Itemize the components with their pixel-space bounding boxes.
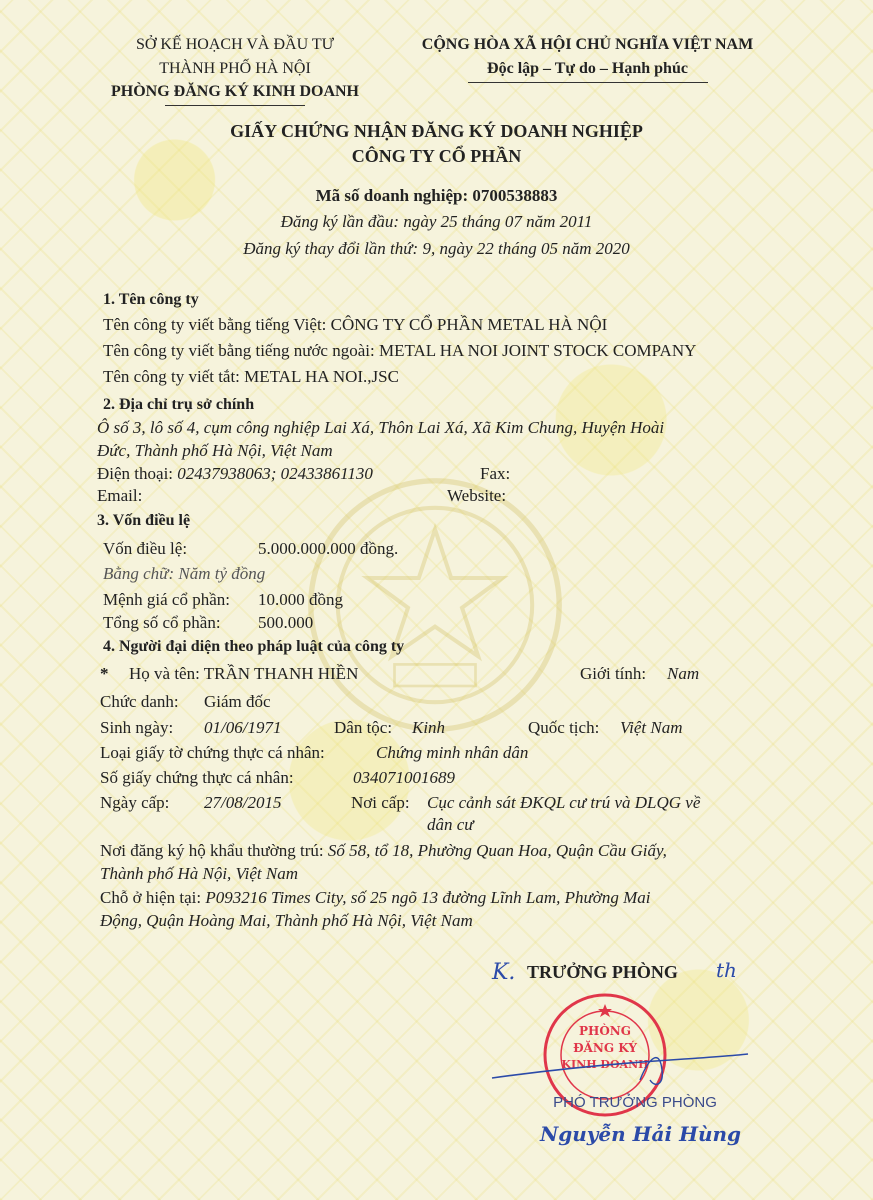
value: METAL HA NOI.,JSC <box>244 367 399 386</box>
shares-label: Tổng số cổ phần: <box>103 613 221 632</box>
nation-line-1: CỘNG HÒA XÃ HỘI CHỦ NGHĨA VIỆT NAM <box>421 36 754 53</box>
name-value: TRẦN THANH HIỀN <box>203 664 359 683</box>
curr-label: Chỗ ở hiện tại: <box>100 888 202 907</box>
enterprise-code <box>0 186 873 206</box>
rep-name <box>129 664 358 684</box>
phone-label: Điện thoại: <box>97 464 174 483</box>
name-label: Họ và tên: <box>129 664 200 683</box>
stamp-line-1: PHÒNG <box>578 1024 632 1038</box>
perm-value-1: Số 58, tổ 18, Phường Quan Hoa, Quận Cầu Giấy, <box>327 841 667 860</box>
issue-place-label: Nơi cấp: <box>351 793 410 812</box>
dept-line-1: SỞ KẾ HOẠCH VÀ ĐẦU TƯ <box>135 36 335 53</box>
change-label: Đăng ký thay đổi lần thứ: <box>243 239 419 258</box>
change-registration <box>0 239 873 259</box>
label: Tên công ty viết tắt: <box>103 367 240 386</box>
code-label: Mã số doanh nghiệp: <box>315 186 469 205</box>
issue-date-value: 27/08/2015 <box>204 793 282 812</box>
address-line-1: Ô số 3, lô số 4, cụm công nghiệp Lai Xá, Thôn Lai Xá, Xã Kim Chung, Huyện Hoài <box>97 418 665 437</box>
gender-label: Giới tính: <box>580 664 647 683</box>
label: Tên công ty viết bằng tiếng Việt: <box>103 315 327 334</box>
dob-label: Sinh ngày: <box>100 718 174 737</box>
shares-value: 500.000 <box>258 613 314 632</box>
dob-value: 01/06/1971 <box>204 718 282 737</box>
perm-label: Nơi đăng ký hộ khẩu thường trú: <box>100 841 324 860</box>
section-4-heading: 4. Người đại diện theo pháp luật của công ty <box>103 638 405 655</box>
phone-value: 02437938063; 02433861130 <box>177 464 373 483</box>
curr-value-1: P093216 Times City, số 25 ngõ 13 đường Lĩnh Lam, Phường Mai <box>205 888 651 907</box>
first-reg-value: ngày 25 tháng 07 năm 2011 <box>403 212 593 231</box>
signature-stroke <box>490 1050 750 1090</box>
doc-type-value: Chứng minh nhân dân <box>376 743 529 762</box>
stamp-line-3: KINH DOANH <box>561 1058 649 1071</box>
deputy-title: PHÓ TRƯỞNG PHÒNG <box>553 1094 717 1111</box>
phone <box>97 464 373 484</box>
dept-underline <box>165 105 305 106</box>
first-registration <box>0 212 873 232</box>
change-value: 9, ngày 22 tháng 05 năm 2020 <box>422 239 630 258</box>
address-line-2: Đức, Thành phố Hà Nội, Việt Nam <box>97 441 333 460</box>
company-name-short <box>103 367 399 387</box>
section-1-heading: 1. Tên công ty <box>103 291 199 308</box>
fax-label: Fax: <box>480 464 511 483</box>
doc-no-value: 034071001689 <box>353 768 455 787</box>
dept-line-3: PHÒNG ĐĂNG KÝ KINH DOANH <box>111 83 359 100</box>
doc-type-label: Loại giấy tờ chứng thực cá nhân: <box>100 743 325 762</box>
company-name-foreign <box>103 341 696 361</box>
issue-place-value-1: Cục cảnh sát ĐKQL cư trú và DLQG về <box>427 793 701 812</box>
doc-no-label: Số giấy chứng thực cá nhân: <box>100 768 294 787</box>
section-2-heading: 2. Địa chỉ trụ sở chính <box>103 396 255 413</box>
section-3-heading: 3. Vốn điều lệ <box>97 512 191 529</box>
label: Tên công ty viết bằng tiếng nước ngoài: <box>103 341 375 360</box>
code-value: 0700538883 <box>472 186 558 205</box>
perm-address <box>100 841 667 861</box>
value: CÔNG TY CỔ PHẦN METAL HÀ NỘI <box>330 315 608 334</box>
nation-label: Quốc tịch: <box>528 718 600 737</box>
stamp-line-2: ĐĂNG KÝ <box>573 1041 637 1055</box>
first-reg-label: Đăng ký lần đầu: <box>280 212 400 231</box>
company-name-vn <box>103 315 607 335</box>
gender-value: Nam <box>667 664 700 683</box>
ethnic-label: Dân tộc: <box>334 718 393 737</box>
asterisk: * <box>100 664 109 683</box>
motto-underline <box>468 82 708 83</box>
kt-mark: K. <box>492 960 516 985</box>
par-value: 10.000 đồng <box>258 590 343 609</box>
ethnic-value: Kinh <box>412 718 446 737</box>
title-value: Giám đốc <box>204 692 271 711</box>
signer-role: TRƯỞNG PHÒNG <box>527 962 678 982</box>
value: METAL HA NOI JOINT STOCK COMPANY <box>378 341 697 360</box>
curr-value-2: Động, Quận Hoàng Mai, Thành phố Hà Nội, Việt Nam <box>100 911 473 930</box>
title-label: Chức danh: <box>100 692 179 711</box>
nation-value: Việt Nam <box>620 718 683 737</box>
dept-line-2: THÀNH PHỐ HÀ NỘI <box>159 60 311 77</box>
nation-motto: Độc lập – Tự do – Hạnh phúc <box>487 60 688 77</box>
current-address <box>100 888 651 908</box>
issue-date-label: Ngày cấp: <box>100 793 170 812</box>
perm-value-2: Thành phố Hà Nội, Việt Nam <box>100 864 299 883</box>
doc-subtitle: CÔNG TY CỔ PHẦN <box>351 146 522 166</box>
words-value: Năm tỷ đồng <box>178 564 266 583</box>
capital-words <box>103 564 265 584</box>
capital-label: Vốn điều lệ: <box>103 539 188 558</box>
signer-initials: th <box>716 958 737 982</box>
website-label: Website: <box>447 486 507 505</box>
signer-name: Nguyễn Hải Hùng <box>540 1122 742 1146</box>
words-label: Bằng chữ: <box>103 564 175 583</box>
doc-title: GIẤY CHỨNG NHẬN ĐĂNG KÝ DOANH NGHIỆP <box>230 121 643 141</box>
capital-value: 5.000.000.000 đồng. <box>258 539 399 558</box>
par-label: Mệnh giá cổ phần: <box>103 590 230 609</box>
email-label: Email: <box>97 486 143 505</box>
issue-place-value-2: dân cư <box>427 815 474 834</box>
